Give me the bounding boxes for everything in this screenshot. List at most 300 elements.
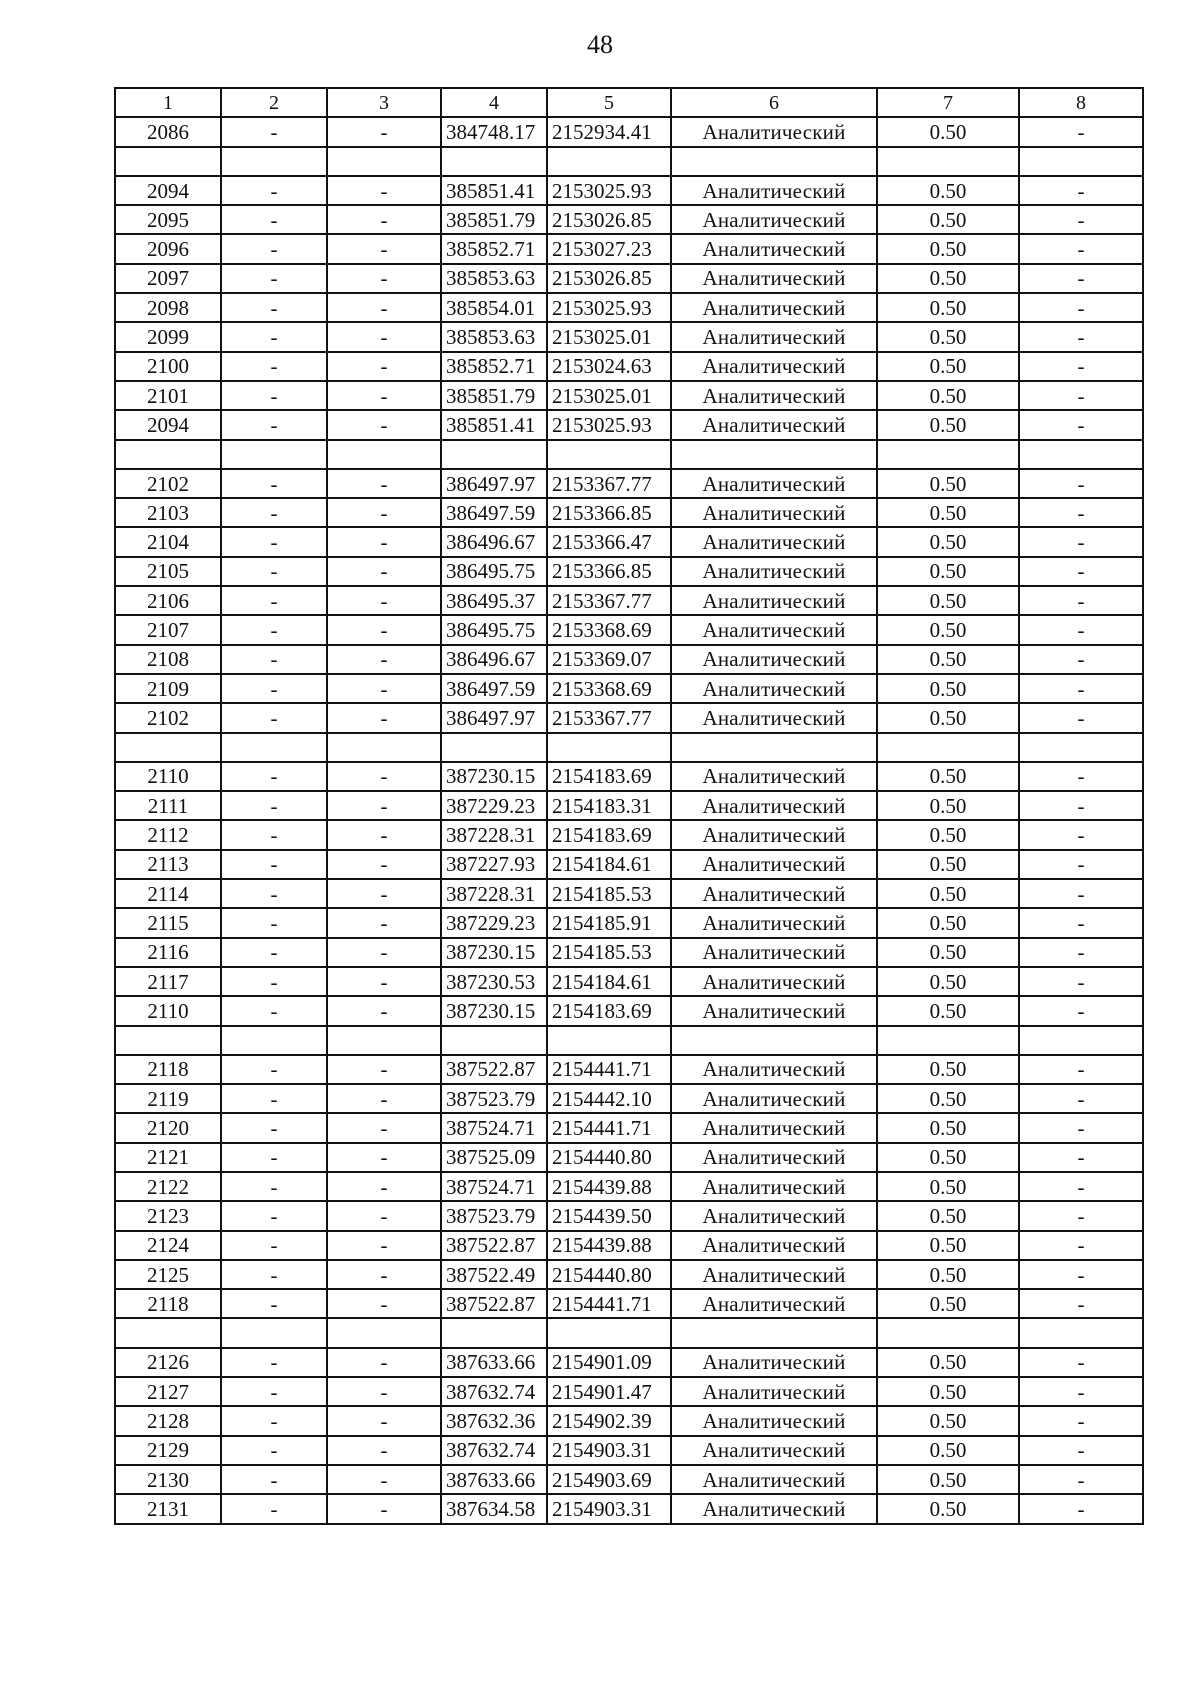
col2-cell: - <box>221 1113 327 1142</box>
y-coordinate-cell: 2153025.93 <box>547 176 671 205</box>
y-coordinate-cell: 2154441.71 <box>547 1113 671 1142</box>
table-row <box>115 1289 1143 1318</box>
method-cell: Аналитический <box>671 381 877 410</box>
col3-cell: - <box>327 1172 441 1201</box>
accuracy-cell: 0.50 <box>877 1289 1019 1318</box>
accuracy-cell: 0.50 <box>877 791 1019 820</box>
x-coordinate-cell: 387228.31 <box>441 820 547 849</box>
table-row <box>115 557 1143 586</box>
accuracy-cell: 0.50 <box>877 381 1019 410</box>
y-coordinate-cell: 2153366.47 <box>547 527 671 556</box>
separator-row <box>115 1318 1143 1347</box>
accuracy-cell: 0.50 <box>877 1113 1019 1142</box>
x-coordinate-cell: 387523.79 <box>441 1201 547 1230</box>
col8-cell: - <box>1019 527 1143 556</box>
accuracy-cell: 0.50 <box>877 1465 1019 1494</box>
point-number-cell: 2120 <box>115 1113 221 1142</box>
column-header: 6 <box>671 88 877 117</box>
accuracy-cell: 0.50 <box>877 1143 1019 1172</box>
y-coordinate-cell: 2154901.09 <box>547 1348 671 1377</box>
col3-cell: - <box>327 938 441 967</box>
point-number-cell: 2117 <box>115 967 221 996</box>
y-coordinate-cell: 2154183.69 <box>547 996 671 1025</box>
point-number-cell: 2105 <box>115 557 221 586</box>
col8-cell: - <box>1019 469 1143 498</box>
method-cell: Аналитический <box>671 762 877 791</box>
x-coordinate-cell: 387524.71 <box>441 1113 547 1142</box>
method-cell: Аналитический <box>671 322 877 351</box>
x-coordinate-cell <box>441 1318 547 1347</box>
point-number-cell <box>115 440 221 469</box>
col8-cell: - <box>1019 352 1143 381</box>
col3-cell: - <box>327 1436 441 1465</box>
point-number-cell: 2112 <box>115 820 221 849</box>
x-coordinate-cell: 386496.67 <box>441 527 547 556</box>
col8-cell: - <box>1019 1113 1143 1142</box>
col2-cell: - <box>221 586 327 615</box>
col3-cell: - <box>327 674 441 703</box>
table-row <box>115 762 1143 791</box>
x-coordinate-cell: 387633.66 <box>441 1348 547 1377</box>
point-number-cell: 2102 <box>115 469 221 498</box>
method-cell: Аналитический <box>671 1055 877 1084</box>
col3-cell: - <box>327 322 441 351</box>
col8-cell: - <box>1019 762 1143 791</box>
col2-cell: - <box>221 1377 327 1406</box>
y-coordinate-cell: 2154440.80 <box>547 1260 671 1289</box>
table-row <box>115 1348 1143 1377</box>
col2-cell: - <box>221 527 327 556</box>
y-coordinate-cell: 2154903.31 <box>547 1494 671 1523</box>
method-cell: Аналитический <box>671 1494 877 1523</box>
col3-cell: - <box>327 381 441 410</box>
col2-cell: - <box>221 1494 327 1523</box>
col8-cell: - <box>1019 234 1143 263</box>
col2-cell: - <box>221 1260 327 1289</box>
accuracy-cell: 0.50 <box>877 1084 1019 1113</box>
col8-cell: - <box>1019 908 1143 937</box>
accuracy-cell: 0.50 <box>877 938 1019 967</box>
method-cell: Аналитический <box>671 1113 877 1142</box>
col2-cell: - <box>221 352 327 381</box>
method-cell: Аналитический <box>671 527 877 556</box>
method-cell <box>671 147 877 176</box>
y-coordinate-cell: 2153026.85 <box>547 264 671 293</box>
table-row <box>115 1494 1143 1523</box>
col2-cell: - <box>221 674 327 703</box>
col8-cell: - <box>1019 381 1143 410</box>
y-coordinate-cell: 2153026.85 <box>547 205 671 234</box>
accuracy-cell <box>877 147 1019 176</box>
y-coordinate-cell: 2154903.31 <box>547 1436 671 1465</box>
table-header-row <box>115 88 1143 117</box>
col3-cell: - <box>327 967 441 996</box>
x-coordinate-cell: 387522.87 <box>441 1289 547 1318</box>
method-cell: Аналитический <box>671 1348 877 1377</box>
y-coordinate-cell: 2154442.10 <box>547 1084 671 1113</box>
col3-cell: - <box>327 176 441 205</box>
col3-cell: - <box>327 615 441 644</box>
y-coordinate-cell: 2153366.85 <box>547 557 671 586</box>
table-row <box>115 615 1143 644</box>
x-coordinate-cell: 385851.41 <box>441 176 547 205</box>
col2-cell: - <box>221 645 327 674</box>
table-row <box>115 264 1143 293</box>
accuracy-cell: 0.50 <box>877 908 1019 937</box>
accuracy-cell: 0.50 <box>877 498 1019 527</box>
y-coordinate-cell: 2154901.47 <box>547 1377 671 1406</box>
method-cell: Аналитический <box>671 1406 877 1435</box>
point-number-cell: 2123 <box>115 1201 221 1230</box>
x-coordinate-cell: 386495.75 <box>441 615 547 644</box>
accuracy-cell: 0.50 <box>877 176 1019 205</box>
col2-cell: - <box>221 469 327 498</box>
x-coordinate-cell: 387229.23 <box>441 908 547 937</box>
col2-cell: - <box>221 762 327 791</box>
accuracy-cell: 0.50 <box>877 1172 1019 1201</box>
col8-cell: - <box>1019 1143 1143 1172</box>
y-coordinate-cell <box>547 733 671 762</box>
table-row <box>115 938 1143 967</box>
y-coordinate-cell: 2154184.61 <box>547 850 671 879</box>
x-coordinate-cell: 385853.63 <box>441 322 547 351</box>
table-row <box>115 117 1143 146</box>
accuracy-cell: 0.50 <box>877 1494 1019 1523</box>
x-coordinate-cell: 387228.31 <box>441 879 547 908</box>
col2-cell: - <box>221 908 327 937</box>
table-row <box>115 352 1143 381</box>
column-header: 1 <box>115 88 221 117</box>
col2-cell: - <box>221 820 327 849</box>
table-row <box>115 908 1143 937</box>
method-cell: Аналитический <box>671 176 877 205</box>
point-number-cell: 2124 <box>115 1231 221 1260</box>
x-coordinate-cell: 387632.74 <box>441 1436 547 1465</box>
method-cell: Аналитический <box>671 205 877 234</box>
col3-cell: - <box>327 850 441 879</box>
x-coordinate-cell: 385852.71 <box>441 234 547 263</box>
point-number-cell: 2115 <box>115 908 221 937</box>
col8-cell: - <box>1019 996 1143 1025</box>
col3-cell: - <box>327 1377 441 1406</box>
point-number-cell: 2119 <box>115 1084 221 1113</box>
table-row <box>115 996 1143 1025</box>
col8-cell: - <box>1019 1494 1143 1523</box>
col3-cell: - <box>327 1084 441 1113</box>
col2-cell: - <box>221 498 327 527</box>
col8-cell: - <box>1019 674 1143 703</box>
col8-cell: - <box>1019 1055 1143 1084</box>
x-coordinate-cell: 387230.15 <box>441 762 547 791</box>
accuracy-cell: 0.50 <box>877 879 1019 908</box>
point-number-cell: 2095 <box>115 205 221 234</box>
table-row <box>115 469 1143 498</box>
y-coordinate-cell: 2154902.39 <box>547 1406 671 1435</box>
col2-cell <box>221 1318 327 1347</box>
point-number-cell: 2106 <box>115 586 221 615</box>
point-number-cell: 2097 <box>115 264 221 293</box>
point-number-cell: 2113 <box>115 850 221 879</box>
table-row <box>115 850 1143 879</box>
method-cell: Аналитический <box>671 908 877 937</box>
accuracy-cell: 0.50 <box>877 205 1019 234</box>
table-row <box>115 1055 1143 1084</box>
col8-cell: - <box>1019 791 1143 820</box>
accuracy-cell: 0.50 <box>877 322 1019 351</box>
col2-cell: - <box>221 850 327 879</box>
accuracy-cell: 0.50 <box>877 1231 1019 1260</box>
y-coordinate-cell: 2153367.77 <box>547 469 671 498</box>
y-coordinate-cell <box>547 1318 671 1347</box>
separator-row <box>115 440 1143 469</box>
accuracy-cell <box>877 733 1019 762</box>
point-number-cell: 2127 <box>115 1377 221 1406</box>
point-number-cell: 2108 <box>115 645 221 674</box>
col3-cell: - <box>327 703 441 732</box>
col8-cell: - <box>1019 176 1143 205</box>
point-number-cell: 2118 <box>115 1055 221 1084</box>
y-coordinate-cell: 2153368.69 <box>547 674 671 703</box>
col3-cell: - <box>327 557 441 586</box>
point-number-cell: 2110 <box>115 762 221 791</box>
table-row <box>115 293 1143 322</box>
table-row <box>115 645 1143 674</box>
coordinates-table <box>114 87 1144 1525</box>
col3-cell: - <box>327 1348 441 1377</box>
x-coordinate-cell: 385851.41 <box>441 410 547 439</box>
table-row <box>115 1172 1143 1201</box>
col8-cell: - <box>1019 967 1143 996</box>
point-number-cell: 2111 <box>115 791 221 820</box>
point-number-cell: 2094 <box>115 176 221 205</box>
col8-cell: - <box>1019 1406 1143 1435</box>
column-header: 4 <box>441 88 547 117</box>
separator-row <box>115 733 1143 762</box>
col3-cell <box>327 147 441 176</box>
x-coordinate-cell: 385853.63 <box>441 264 547 293</box>
table-row <box>115 322 1143 351</box>
accuracy-cell: 0.50 <box>877 1377 1019 1406</box>
table-row <box>115 176 1143 205</box>
x-coordinate-cell <box>441 440 547 469</box>
col2-cell <box>221 733 327 762</box>
x-coordinate-cell: 387230.53 <box>441 967 547 996</box>
col3-cell: - <box>327 264 441 293</box>
method-cell: Аналитический <box>671 410 877 439</box>
table-row <box>115 1084 1143 1113</box>
x-coordinate-cell: 387522.87 <box>441 1231 547 1260</box>
col3-cell: - <box>327 1465 441 1494</box>
y-coordinate-cell: 2153367.77 <box>547 586 671 615</box>
x-coordinate-cell: 387633.66 <box>441 1465 547 1494</box>
table-row <box>115 791 1143 820</box>
x-coordinate-cell: 387522.49 <box>441 1260 547 1289</box>
accuracy-cell: 0.50 <box>877 293 1019 322</box>
col8-cell: - <box>1019 1465 1143 1494</box>
col2-cell: - <box>221 1143 327 1172</box>
col2-cell: - <box>221 205 327 234</box>
col8-cell: - <box>1019 1377 1143 1406</box>
col3-cell: - <box>327 1406 441 1435</box>
point-number-cell: 2110 <box>115 996 221 1025</box>
col3-cell: - <box>327 645 441 674</box>
separator-row <box>115 147 1143 176</box>
y-coordinate-cell: 2154183.69 <box>547 762 671 791</box>
y-coordinate-cell: 2153369.07 <box>547 645 671 674</box>
col2-cell <box>221 1026 327 1055</box>
x-coordinate-cell: 384748.17 <box>441 117 547 146</box>
col2-cell: - <box>221 557 327 586</box>
y-coordinate-cell: 2154439.88 <box>547 1172 671 1201</box>
x-coordinate-cell: 387227.93 <box>441 850 547 879</box>
x-coordinate-cell: 385852.71 <box>441 352 547 381</box>
col3-cell: - <box>327 1231 441 1260</box>
x-coordinate-cell: 387230.15 <box>441 996 547 1025</box>
col8-cell: - <box>1019 879 1143 908</box>
col3-cell: - <box>327 1260 441 1289</box>
y-coordinate-cell: 2154439.88 <box>547 1231 671 1260</box>
col2-cell: - <box>221 1231 327 1260</box>
accuracy-cell: 0.50 <box>877 234 1019 263</box>
accuracy-cell: 0.50 <box>877 674 1019 703</box>
point-number-cell: 2102 <box>115 703 221 732</box>
x-coordinate-cell: 386497.59 <box>441 498 547 527</box>
table-row <box>115 820 1143 849</box>
col8-cell <box>1019 147 1143 176</box>
point-number-cell: 2126 <box>115 1348 221 1377</box>
accuracy-cell: 0.50 <box>877 527 1019 556</box>
col8-cell: - <box>1019 703 1143 732</box>
col8-cell <box>1019 733 1143 762</box>
accuracy-cell: 0.50 <box>877 762 1019 791</box>
accuracy-cell: 0.50 <box>877 117 1019 146</box>
y-coordinate-cell: 2153368.69 <box>547 615 671 644</box>
col3-cell: - <box>327 352 441 381</box>
col2-cell: - <box>221 1084 327 1113</box>
col2-cell: - <box>221 381 327 410</box>
col3-cell: - <box>327 1143 441 1172</box>
column-header: 3 <box>327 88 441 117</box>
col2-cell: - <box>221 1201 327 1230</box>
table-row <box>115 703 1143 732</box>
col2-cell <box>221 440 327 469</box>
y-coordinate-cell: 2153025.01 <box>547 381 671 410</box>
col3-cell <box>327 733 441 762</box>
col8-cell: - <box>1019 820 1143 849</box>
method-cell: Аналитический <box>671 645 877 674</box>
y-coordinate-cell <box>547 1026 671 1055</box>
col3-cell: - <box>327 410 441 439</box>
col3-cell: - <box>327 293 441 322</box>
accuracy-cell: 0.50 <box>877 967 1019 996</box>
separator-row <box>115 1026 1143 1055</box>
col2-cell: - <box>221 322 327 351</box>
point-number-cell: 2096 <box>115 234 221 263</box>
method-cell: Аналитический <box>671 938 877 967</box>
col8-cell: - <box>1019 586 1143 615</box>
col3-cell: - <box>327 469 441 498</box>
col8-cell: - <box>1019 205 1143 234</box>
x-coordinate-cell: 386495.37 <box>441 586 547 615</box>
col8-cell: - <box>1019 264 1143 293</box>
y-coordinate-cell: 2154183.69 <box>547 820 671 849</box>
method-cell: Аналитический <box>671 1260 877 1289</box>
accuracy-cell: 0.50 <box>877 469 1019 498</box>
x-coordinate-cell: 387522.87 <box>441 1055 547 1084</box>
col3-cell: - <box>327 762 441 791</box>
col3-cell: - <box>327 586 441 615</box>
col3-cell: - <box>327 820 441 849</box>
x-coordinate-cell: 386497.97 <box>441 703 547 732</box>
method-cell: Аналитический <box>671 469 877 498</box>
x-coordinate-cell: 387229.23 <box>441 791 547 820</box>
col8-cell <box>1019 1318 1143 1347</box>
table-row <box>115 1436 1143 1465</box>
col8-cell <box>1019 1026 1143 1055</box>
y-coordinate-cell: 2154439.50 <box>547 1201 671 1230</box>
column-header: 2 <box>221 88 327 117</box>
method-cell: Аналитический <box>671 879 877 908</box>
y-coordinate-cell: 2154185.53 <box>547 879 671 908</box>
point-number-cell: 2121 <box>115 1143 221 1172</box>
method-cell <box>671 1318 877 1347</box>
col2-cell: - <box>221 1172 327 1201</box>
point-number-cell: 2130 <box>115 1465 221 1494</box>
col2-cell: - <box>221 938 327 967</box>
col8-cell: - <box>1019 322 1143 351</box>
table-row <box>115 205 1143 234</box>
point-number-cell: 2101 <box>115 381 221 410</box>
accuracy-cell: 0.50 <box>877 820 1019 849</box>
x-coordinate-cell: 387632.74 <box>441 1377 547 1406</box>
col3-cell: - <box>327 1289 441 1318</box>
y-coordinate-cell: 2153025.01 <box>547 322 671 351</box>
accuracy-cell: 0.50 <box>877 615 1019 644</box>
col2-cell: - <box>221 1348 327 1377</box>
column-header: 7 <box>877 88 1019 117</box>
col8-cell: - <box>1019 850 1143 879</box>
column-header: 8 <box>1019 88 1143 117</box>
y-coordinate-cell: 2154185.53 <box>547 938 671 967</box>
col2-cell: - <box>221 791 327 820</box>
table-row <box>115 674 1143 703</box>
col8-cell: - <box>1019 117 1143 146</box>
point-number-cell: 2116 <box>115 938 221 967</box>
method-cell: Аналитический <box>671 967 877 996</box>
method-cell <box>671 733 877 762</box>
table-row <box>115 234 1143 263</box>
method-cell: Аналитический <box>671 264 877 293</box>
table-body <box>115 88 1143 1524</box>
col2-cell: - <box>221 293 327 322</box>
method-cell: Аналитический <box>671 1465 877 1494</box>
col8-cell: - <box>1019 1231 1143 1260</box>
point-number-cell: 2109 <box>115 674 221 703</box>
column-header: 5 <box>547 88 671 117</box>
point-number-cell: 2103 <box>115 498 221 527</box>
y-coordinate-cell: 2153367.77 <box>547 703 671 732</box>
col8-cell: - <box>1019 498 1143 527</box>
col3-cell: - <box>327 908 441 937</box>
method-cell: Аналитический <box>671 674 877 703</box>
col8-cell: - <box>1019 410 1143 439</box>
col3-cell: - <box>327 1055 441 1084</box>
point-number-cell: 2099 <box>115 322 221 351</box>
point-number-cell <box>115 1318 221 1347</box>
table-row <box>115 381 1143 410</box>
table-row <box>115 879 1143 908</box>
y-coordinate-cell: 2154185.91 <box>547 908 671 937</box>
